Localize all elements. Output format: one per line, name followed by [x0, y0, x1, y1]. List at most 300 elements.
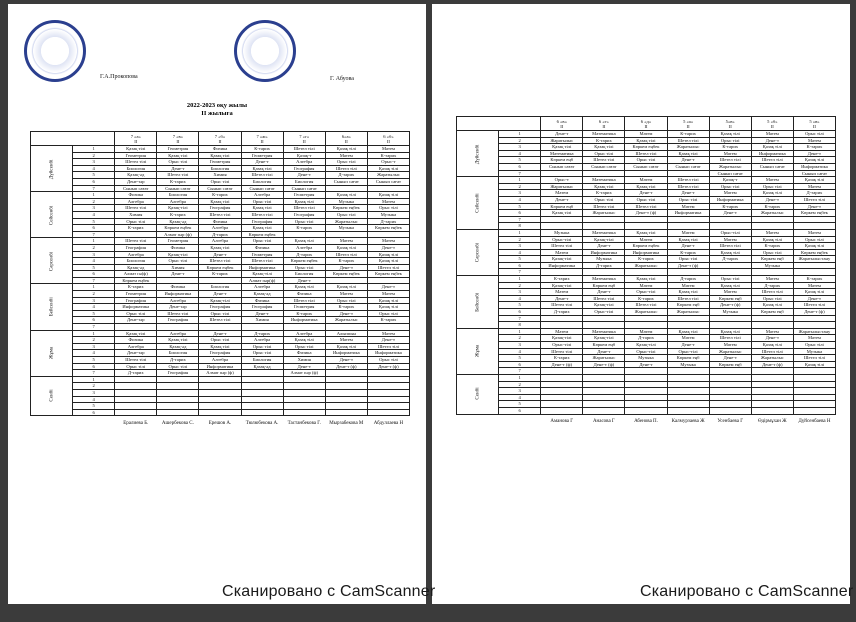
subject-cell: Геометрия: [157, 146, 199, 153]
subject-cell: [325, 376, 367, 383]
subject-cell: [709, 368, 751, 375]
subject-cell: [325, 370, 367, 377]
class-column-header: 5 «а» II: [667, 117, 709, 131]
subject-cell: [793, 407, 835, 414]
subject-cell: Сынып сағат: [241, 185, 283, 192]
subject-cell: [367, 185, 409, 192]
subject-cell: Биология: [115, 258, 157, 265]
subject-cell: [751, 407, 793, 414]
subject-cell: [241, 324, 283, 331]
subject-cell: [667, 315, 709, 322]
subject-cell: Шетел тілі: [667, 183, 709, 190]
lesson-row: [31, 376, 410, 383]
subject-cell: Д-тарих: [541, 309, 583, 316]
subject-cell: Орыс тілі: [241, 350, 283, 357]
subject-cell: Алгебра: [115, 198, 157, 205]
lesson-row: [31, 238, 410, 245]
subject-cell: Орыс-тілі: [625, 289, 667, 296]
subject-cell: Шетел тілі: [199, 211, 241, 218]
subject-cell: Дене-т: [667, 157, 709, 164]
lesson-number: 6: [499, 361, 541, 368]
subject-cell: Шетел тілі: [115, 205, 157, 212]
subject-cell: Матем: [751, 276, 793, 283]
lesson-number: 1: [499, 229, 541, 236]
lesson-row: [457, 177, 836, 184]
subject-cell: Орыс-тілі: [583, 309, 625, 316]
subject-cell: К-тарих: [625, 256, 667, 263]
lesson-number: 4: [499, 348, 541, 355]
lesson-row: [31, 225, 410, 232]
lesson-number: 7: [499, 216, 541, 223]
lesson-number: 5: [73, 403, 115, 410]
subject-cell: Матем: [667, 229, 709, 236]
lesson-row: [457, 216, 836, 223]
subject-cell: Музыка: [325, 198, 367, 205]
subject-cell: Дене-т: [541, 295, 583, 302]
subject-cell: Матем: [367, 330, 409, 337]
subject-cell: Дене-т (ф): [367, 363, 409, 370]
subject-cell: Қазақ-тілі: [157, 251, 199, 258]
lesson-row: [457, 289, 836, 296]
subject-cell: [583, 388, 625, 395]
subject-cell: Алгебра: [115, 251, 157, 258]
lesson-number: 1: [499, 328, 541, 335]
subject-cell: Қазақ тілі: [367, 192, 409, 199]
subject-cell: Матем: [541, 328, 583, 335]
subject-cell: Алгебра: [283, 244, 325, 251]
subject-cell: Орыс тілі: [325, 211, 367, 218]
subject-cell: География: [157, 370, 199, 377]
subject-cell: Шетел тілі: [625, 150, 667, 157]
lesson-row: [31, 218, 410, 225]
subject-cell: Матем: [793, 229, 835, 236]
subject-cell: [709, 216, 751, 223]
subject-cell: Қазақ тілі: [241, 225, 283, 232]
header-corner: [31, 132, 115, 146]
subject-cell: Музыка: [583, 256, 625, 263]
subject-cell: Биология: [157, 192, 199, 199]
subject-cell: Жаратылыс: [583, 210, 625, 217]
subject-cell: К-тарих: [115, 225, 157, 232]
subject-cell: Қазақ тілі: [157, 152, 199, 159]
subject-cell: Қазақ-әд: [241, 291, 283, 298]
subject-cell: [325, 231, 367, 238]
subject-cell: [157, 409, 199, 416]
subject-cell: [541, 223, 583, 230]
subject-cell: [709, 322, 751, 329]
day-label: Бейсенбі: [31, 284, 73, 330]
lesson-row: [31, 277, 410, 284]
subject-cell: Дене-т: [751, 335, 793, 342]
subject-cell: Шетел тілі: [541, 348, 583, 355]
subject-cell: Сынып сағат: [793, 170, 835, 177]
lesson-row: [31, 310, 410, 317]
lesson-row: [457, 157, 836, 164]
lesson-row: [31, 172, 410, 179]
subject-cell: [241, 370, 283, 377]
subject-cell: [325, 389, 367, 396]
lesson-number: 4: [73, 165, 115, 172]
subject-cell: Дене-т: [583, 243, 625, 250]
lesson-number: 1: [499, 276, 541, 283]
lesson-row: [31, 211, 410, 218]
subject-cell: К-тарих: [583, 190, 625, 197]
subject-cell: Қазақ тілі: [115, 146, 157, 153]
subject-cell: Көркем еңб: [709, 295, 751, 302]
subject-cell: Матем: [367, 291, 409, 298]
subject-cell: Матем: [751, 229, 793, 236]
subject-cell: Орыс тілі: [325, 159, 367, 166]
subject-cell: География: [241, 304, 283, 311]
teacher-name: Мырзабекова М: [329, 421, 364, 427]
subject-cell: Қазақ тілі: [625, 276, 667, 283]
lesson-number: 4: [499, 295, 541, 302]
lesson-row: [31, 324, 410, 331]
subject-cell: Орыс тілі: [283, 343, 325, 350]
subject-cell: Дене-т (ф): [625, 210, 667, 217]
subject-cell: [541, 381, 583, 388]
subject-cell: Жаратылыс: [709, 163, 751, 170]
class-column-header: 6 «б» II: [367, 132, 409, 146]
subject-cell: Орыс тілі: [793, 131, 835, 138]
lesson-row: [457, 269, 836, 276]
subject-cell: [199, 396, 241, 403]
day-label: Дүйсенбі: [31, 146, 73, 192]
lesson-row: [457, 282, 836, 289]
scanned-page-right: [432, 4, 850, 604]
subject-cell: Орыс тілі: [157, 258, 199, 265]
subject-cell: Қазақ тілі: [751, 302, 793, 309]
subject-cell: Қазақ тілі: [199, 198, 241, 205]
subject-cell: Д-тарих: [157, 357, 199, 364]
subject-cell: [793, 394, 835, 401]
subject-cell: Матем: [709, 236, 751, 243]
subject-cell: [709, 374, 751, 381]
subject-cell: [541, 170, 583, 177]
scanner-watermark-right: Сканировано с CamScanner: [640, 583, 854, 600]
subject-cell: Орыс тілі: [115, 310, 157, 317]
subject-cell: [325, 324, 367, 331]
lesson-row: [31, 205, 410, 212]
subject-cell: Қазақ тілі: [625, 183, 667, 190]
lesson-number: 5: [73, 218, 115, 225]
lesson-number: 3: [499, 243, 541, 250]
subject-cell: [115, 231, 157, 238]
lesson-number: 3: [73, 205, 115, 212]
subject-cell: [583, 368, 625, 375]
lesson-row: [457, 335, 836, 342]
subject-cell: Алгебра: [283, 330, 325, 337]
subject-cell: Қазақ тілі: [751, 236, 793, 243]
subject-cell: Орыс тілі: [625, 196, 667, 203]
subject-cell: [625, 388, 667, 395]
subject-cell: Дене-т: [667, 190, 709, 197]
subject-cell: Шетел тілі: [283, 146, 325, 153]
subject-cell: [751, 170, 793, 177]
subject-cell: Сынып сағат: [667, 163, 709, 170]
subject-cell: Орыс-тілі: [625, 348, 667, 355]
lesson-number: 3: [73, 159, 115, 166]
subject-cell: География: [199, 350, 241, 357]
subject-cell: Жаратылыс: [751, 355, 793, 362]
subject-cell: Қазақ тілі: [325, 343, 367, 350]
subject-cell: [583, 170, 625, 177]
subject-cell: [283, 324, 325, 331]
lesson-number: 7: [73, 185, 115, 192]
subject-cell: [583, 407, 625, 414]
lesson-number: 3: [499, 289, 541, 296]
subject-cell: Дене-т: [241, 159, 283, 166]
subject-cell: [709, 315, 751, 322]
subject-cell: Қазақ тілі: [541, 210, 583, 217]
day-label: Сенбі: [457, 374, 499, 414]
subject-cell: К-тарих: [283, 225, 325, 232]
subject-cell: Матем: [367, 146, 409, 153]
subject-cell: Д-тарих: [667, 276, 709, 283]
subject-cell: Музыка: [667, 361, 709, 368]
lesson-row: [457, 137, 836, 144]
subject-cell: [367, 376, 409, 383]
subject-cell: Шетел тілі: [667, 295, 709, 302]
subject-cell: Д-тарих: [367, 218, 409, 225]
subject-cell: Жаратылыстану: [793, 328, 835, 335]
subject-cell: Қазақ тілі: [583, 183, 625, 190]
class-column-header: 5 «б» II: [751, 117, 793, 131]
teacher-row: [31, 416, 410, 432]
subject-cell: [793, 381, 835, 388]
lesson-number: 6: [73, 271, 115, 278]
subject-cell: Көркем еңбек: [199, 264, 241, 271]
subject-cell: Физика: [241, 297, 283, 304]
lesson-row: [31, 291, 410, 298]
subject-cell: Дене-т: [157, 165, 199, 172]
lesson-number: 8: [499, 223, 541, 230]
subject-cell: Қазақ тілі: [667, 289, 709, 296]
subject-cell: Геометрия: [157, 238, 199, 245]
subject-cell: Шетел тілі: [709, 243, 751, 250]
subject-cell: [667, 322, 709, 329]
subject-cell: [367, 277, 409, 284]
subject-cell: Информатика: [199, 363, 241, 370]
subject-cell: Орыс тілі: [199, 178, 241, 185]
subject-cell: Дене-т: [199, 330, 241, 337]
subject-cell: [625, 216, 667, 223]
subject-cell: Матем: [625, 177, 667, 184]
subject-cell: [199, 376, 241, 383]
subject-cell: Қазақ тілі: [751, 342, 793, 349]
subject-cell: [583, 394, 625, 401]
subject-cell: [667, 407, 709, 414]
schedule-year: 2022-2023 оқу жылы: [186, 102, 248, 109]
lesson-number: 2: [73, 383, 115, 390]
subject-cell: Жаратылыс: [751, 210, 793, 217]
schedule-subtitle: II жылыға: [201, 110, 233, 117]
subject-cell: Қазақ-тілі: [241, 271, 283, 278]
subject-cell: Шетел тілі: [115, 238, 157, 245]
lesson-number: 2: [73, 291, 115, 298]
subject-cell: [199, 383, 241, 390]
subject-cell: [625, 170, 667, 177]
subject-cell: Шетел тілі: [157, 172, 199, 179]
subject-cell: Дене-т (ф): [541, 361, 583, 368]
lesson-number: 2: [499, 335, 541, 342]
lesson-row: [457, 131, 836, 138]
day-label: Сәрсенбі: [31, 238, 73, 284]
subject-cell: Қазақ тілі: [325, 284, 367, 291]
lesson-number: 5: [499, 256, 541, 263]
lesson-number: 6: [499, 407, 541, 414]
subject-cell: Сынып сағат: [157, 185, 199, 192]
subject-cell: [367, 324, 409, 331]
subject-cell: Қазақ тілі: [325, 192, 367, 199]
subject-cell: Дене-т: [367, 244, 409, 251]
subject-cell: Қазақ тілі: [541, 144, 583, 151]
subject-cell: Физика: [157, 284, 199, 291]
subject-cell: Шетел тілі: [115, 357, 157, 364]
subject-cell: Орыс тілі: [709, 276, 751, 283]
lesson-row: [457, 302, 836, 309]
subject-cell: К-тарих: [667, 131, 709, 138]
subject-cell: Д-тарих: [751, 282, 793, 289]
subject-cell: Матем: [325, 152, 367, 159]
lesson-number: 3: [73, 251, 115, 258]
subject-cell: Информатика: [283, 317, 325, 324]
lesson-row: [457, 163, 836, 170]
subject-cell: [367, 389, 409, 396]
subject-cell: Дене-т: [793, 150, 835, 157]
subject-cell: Қазақ-тілі: [583, 236, 625, 243]
subject-cell: Физика: [157, 244, 199, 251]
lesson-number: 2: [73, 198, 115, 205]
subject-cell: Қазақ тілі: [793, 157, 835, 164]
subject-cell: Матем: [667, 203, 709, 210]
subject-cell: Орыс тілі: [157, 363, 199, 370]
subject-cell: Математика: [583, 177, 625, 184]
lesson-number: 1: [73, 376, 115, 383]
subject-cell: Информатика: [583, 249, 625, 256]
subject-cell: География: [199, 304, 241, 311]
subject-cell: [667, 374, 709, 381]
subject-cell: Химия: [199, 172, 241, 179]
lesson-number: 3: [73, 343, 115, 350]
subject-cell: К-тарих: [157, 178, 199, 185]
subject-cell: Жаратылыс: [541, 137, 583, 144]
subject-cell: [541, 401, 583, 408]
subject-cell: Шетел тілі: [583, 157, 625, 164]
subject-cell: [367, 370, 409, 377]
subject-cell: [541, 388, 583, 395]
class-column-header: 7 «г» II: [283, 132, 325, 146]
teacher-row: [457, 414, 836, 430]
subject-cell: Шетел тілі: [793, 196, 835, 203]
subject-cell: Қазақ тілі: [115, 330, 157, 337]
subject-cell: [751, 216, 793, 223]
subject-cell: К-тарих: [667, 249, 709, 256]
lesson-row: [457, 374, 836, 381]
subject-cell: Шетел тілі: [241, 258, 283, 265]
lesson-number: 5: [73, 310, 115, 317]
subject-cell: [667, 388, 709, 395]
subject-cell: Дене-тәр: [157, 304, 199, 311]
subject-cell: География: [115, 244, 157, 251]
subject-cell: Алгебра: [283, 159, 325, 166]
subject-cell: [367, 396, 409, 403]
lesson-number: 5: [73, 264, 115, 271]
subject-cell: Қазақ тілі: [667, 328, 709, 335]
subject-cell: Орыс тілі: [283, 218, 325, 225]
lesson-number: 1: [73, 284, 115, 291]
lesson-number: 4: [73, 350, 115, 357]
subject-cell: Қазақ тілі: [325, 244, 367, 251]
subject-cell: Шетел тілі: [751, 289, 793, 296]
teacher-name: Ерешов А.: [208, 421, 232, 427]
school-seal-left: [24, 20, 86, 82]
lesson-number: 4: [73, 258, 115, 265]
subject-cell: Орыс тілі: [115, 218, 157, 225]
subject-cell: [751, 269, 793, 276]
lesson-row: [457, 203, 836, 210]
subject-cell: Д-тарих: [625, 335, 667, 342]
lesson-number: 4: [499, 196, 541, 203]
subject-cell: Сынып сағат: [283, 185, 325, 192]
subject-cell: Информатика: [157, 291, 199, 298]
subject-cell: [709, 401, 751, 408]
subject-cell: Шетел тілі: [157, 310, 199, 317]
subject-cell: Орыс тілі: [667, 256, 709, 263]
subject-cell: [793, 322, 835, 329]
lesson-number: 4: [73, 211, 115, 218]
subject-cell: К-тарих: [583, 137, 625, 144]
lesson-number: 2: [73, 337, 115, 344]
subject-cell: Жаратылыс: [541, 183, 583, 190]
subject-cell: Көркем еңб: [709, 361, 751, 368]
lesson-row: [31, 403, 410, 410]
subject-cell: Матем: [709, 150, 751, 157]
subject-cell: Қазақ тілі: [283, 284, 325, 291]
subject-cell: К-тарих: [115, 284, 157, 291]
lesson-row: [31, 363, 410, 370]
subject-cell: Алыппын: [325, 330, 367, 337]
subject-cell: [157, 396, 199, 403]
lesson-row: [457, 183, 836, 190]
lesson-number: 6: [499, 163, 541, 170]
lesson-row: [457, 407, 836, 414]
subject-cell: Жаратылыстану: [793, 256, 835, 263]
subject-cell: Қазақ тілі: [199, 244, 241, 251]
subject-cell: Қазақ тілі: [199, 152, 241, 159]
lesson-row: [31, 251, 410, 258]
subject-cell: География: [199, 205, 241, 212]
subject-cell: Д-тарих: [115, 370, 157, 377]
lesson-row: [457, 223, 836, 230]
subject-cell: [625, 407, 667, 414]
lesson-row: [457, 381, 836, 388]
subject-cell: Д-тарих: [709, 256, 751, 263]
lesson-row: [31, 271, 410, 278]
class-column-header: 7 «в» II: [157, 132, 199, 146]
subject-cell: Жаратылыс: [667, 144, 709, 151]
subject-cell: [541, 368, 583, 375]
lesson-number: 2: [499, 183, 541, 190]
subject-cell: [115, 403, 157, 410]
subject-cell: Шетел тілі: [709, 157, 751, 164]
lesson-row: [457, 394, 836, 401]
teacher-name: Анасова Г: [592, 419, 615, 425]
subject-cell: Қазақ тілі: [793, 289, 835, 296]
subject-cell: Сынып сағат: [115, 185, 157, 192]
lesson-number: 6: [73, 178, 115, 185]
subject-cell: [625, 269, 667, 276]
